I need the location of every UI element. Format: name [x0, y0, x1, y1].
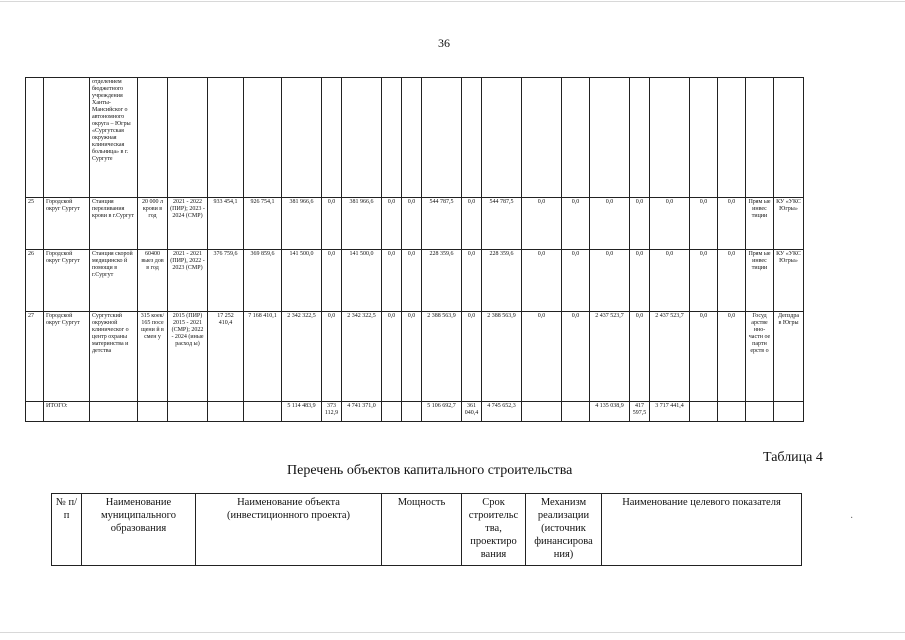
value-cell: 0,0	[562, 312, 590, 402]
value-cell: 0,0	[690, 312, 718, 402]
value-cell: 228 359,6	[482, 250, 522, 312]
value-cell: 2 342 322,5	[342, 312, 382, 402]
value-cell: 0,0	[462, 312, 482, 402]
value-cell: 141 500,0	[282, 250, 322, 312]
total-value: 5 106 692,7	[422, 402, 462, 422]
value-cell: 0,0	[322, 198, 342, 250]
value-cell: 228 359,6	[422, 250, 462, 312]
value-cell: 0,0	[718, 198, 746, 250]
capacity-cell: 60400 выез дов в год	[138, 250, 168, 312]
value-cell: 544 787,5	[422, 198, 462, 250]
value-cell: 0,0	[322, 250, 342, 312]
row-number: 27	[26, 312, 44, 402]
continuation-text: отделением бюджетного учреждения Ханты-Мансийског о автономного округа – Югры «Сургутская окружная клиническая больница» в г. Сургуте	[90, 78, 138, 198]
customer-cell: КУ «УКС Югры»	[774, 198, 804, 250]
header-term: Срок строительс тва, проектиро вания	[462, 494, 526, 566]
value-cell: 0,0	[718, 250, 746, 312]
value-cell: 926 754,1	[244, 198, 282, 250]
value-cell: 0,0	[562, 198, 590, 250]
value-cell: 0,0	[590, 250, 630, 312]
row-number: 25	[26, 198, 44, 250]
value-cell: 0,0	[522, 250, 562, 312]
object-cell: Станция скорой медицинско й помощи в г.Сургут	[90, 250, 138, 312]
capital-construction-table	[25, 77, 804, 422]
continuation-row	[26, 78, 804, 198]
customer-cell: Депздра в Югры	[774, 312, 804, 402]
value-cell: 17 252 410,4	[208, 312, 244, 402]
value-cell: 0,0	[402, 250, 422, 312]
object-cell: Сургутский окружной клиническог о центр охраны материнства и детства	[90, 312, 138, 402]
municipality-cell: Городской округ Сургут	[44, 312, 90, 402]
total-value: 361 040,4	[462, 402, 482, 422]
value-cell: 7 168 410,1	[244, 312, 282, 402]
value-cell: 376 759,6	[208, 250, 244, 312]
mechanism-cell: Прям ые инвес тиции	[746, 250, 774, 312]
value-cell: 0,0	[402, 198, 422, 250]
total-value: 3 717 441,4	[650, 402, 690, 422]
value-cell: 0,0	[630, 250, 650, 312]
value-cell: 933 454,1	[208, 198, 244, 250]
mechanism-cell: Прям ые инвес тиции	[746, 198, 774, 250]
total-value: 417 597,5	[630, 402, 650, 422]
value-cell: 0,0	[650, 198, 690, 250]
value-cell: 0,0	[322, 312, 342, 402]
header-number: № п/п	[52, 494, 82, 566]
value-cell: 2 388 563,9	[422, 312, 462, 402]
header-municipality: Наименование муниципального образования	[82, 494, 196, 566]
capacity-cell: 315 коек/ 165 посе щени й в смен у	[138, 312, 168, 402]
table4-label: Таблица 4	[763, 450, 823, 465]
value-cell: 0,0	[630, 198, 650, 250]
value-cell: 0,0	[522, 312, 562, 402]
value-cell: 0,0	[690, 250, 718, 312]
value-cell: 0,0	[590, 198, 630, 250]
total-value: 373 112,9	[322, 402, 342, 422]
header-mechanism: Механизм реализации (источник финансирова ния)	[526, 494, 602, 566]
municipality-cell: Городской округ Сургут	[44, 198, 90, 250]
page-number: 36	[438, 36, 450, 50]
table-row	[26, 312, 804, 402]
value-cell: 2 437 523,7	[590, 312, 630, 402]
value-cell: 141 500,0	[342, 250, 382, 312]
row-number: 26	[26, 250, 44, 312]
value-cell: 0,0	[382, 250, 402, 312]
value-cell: 0,0	[690, 198, 718, 250]
total-row	[26, 402, 804, 422]
municipality-cell: Городской округ Сургут	[44, 250, 90, 312]
table4-title: Перечень объектов капитального строительства	[287, 463, 573, 478]
capacity-cell: 20 000 л крови в год	[138, 198, 168, 250]
value-cell: 544 787,5	[482, 198, 522, 250]
total-value: 5 114 483,9	[282, 402, 322, 422]
value-cell: 0,0	[382, 312, 402, 402]
total-value: 4 745 652,3	[482, 402, 522, 422]
header-object: Наименование объекта (инвестиционного проекта)	[196, 494, 382, 566]
object-cell: Станция переливания крови в г.Сургут	[90, 198, 138, 250]
total-label: ИТОГО:	[44, 402, 90, 422]
value-cell: 0,0	[462, 250, 482, 312]
value-cell: 369 859,6	[244, 250, 282, 312]
value-cell: 0,0	[562, 250, 590, 312]
bottom-scan-edge	[0, 632, 905, 633]
total-value: 4 135 038,9	[590, 402, 630, 422]
table4-header	[51, 493, 802, 566]
term-cell: 2015 (ПИР) 2015 - 2021 (СМР); 2022 - 2024 (иные расход ы)	[168, 312, 208, 402]
value-cell: 2 342 322,5	[282, 312, 322, 402]
total-value: 4 741 371,0	[342, 402, 382, 422]
table-row	[26, 250, 804, 312]
value-cell: 2 388 563,9	[482, 312, 522, 402]
value-cell: 381 966,6	[282, 198, 322, 250]
term-cell: 2021 - 2021 (ПИР), 2022 - 2023 (СМР)	[168, 250, 208, 312]
top-scan-edge	[0, 1, 905, 2]
term-cell: 2021 - 2022 (ПИР); 2023 - 2024 (СМР)	[168, 198, 208, 250]
value-cell: 2 437 523,7	[650, 312, 690, 402]
value-cell: 0,0	[630, 312, 650, 402]
value-cell: 0,0	[382, 198, 402, 250]
header-capacity: Мощность	[382, 494, 462, 566]
value-cell: 381 966,6	[342, 198, 382, 250]
value-cell: 0,0	[718, 312, 746, 402]
header-target-indicator: Наименование целевого показателя	[602, 494, 802, 566]
customer-cell: КУ «УКС Югры»	[774, 250, 804, 312]
table-row	[26, 198, 804, 250]
mechanism-cell: Госуд арстве нно-частн ое партн ерств о	[746, 312, 774, 402]
value-cell: 0,0	[650, 250, 690, 312]
value-cell: 0,0	[462, 198, 482, 250]
value-cell: 0,0	[522, 198, 562, 250]
scan-artifact: ·	[850, 513, 854, 524]
value-cell: 0,0	[402, 312, 422, 402]
